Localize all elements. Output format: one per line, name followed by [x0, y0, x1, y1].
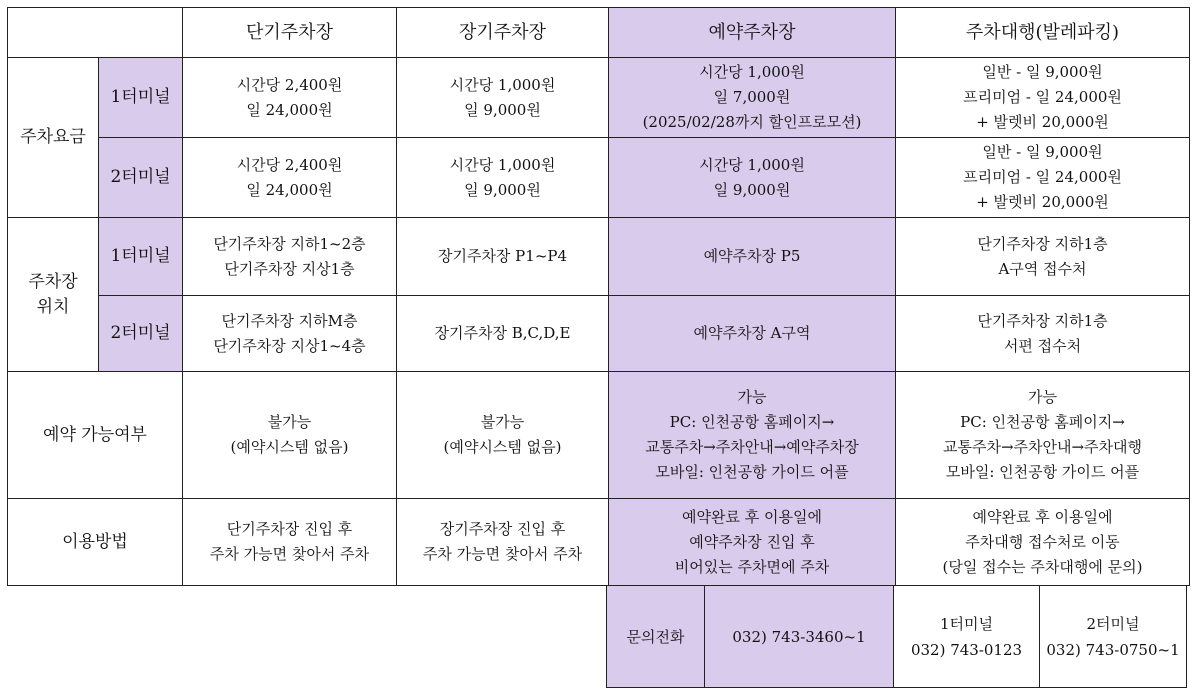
availability-row	[8, 372, 1190, 499]
cell-line: 일반 - 일 9,000원	[982, 143, 1103, 161]
availability-long	[397, 372, 609, 499]
cell-line: 불가능	[480, 413, 525, 431]
availability-short	[183, 372, 397, 499]
fee-t1-valet	[896, 58, 1190, 138]
usage-short	[183, 499, 397, 586]
cell-line: 교통주차→주차안내→주차대행	[942, 438, 1143, 456]
contact-t2-phone: 032) 743-0750~1	[1046, 640, 1180, 659]
cell-line: 예약주차장 진입 후	[689, 532, 815, 551]
fee-t2-reserve	[609, 138, 896, 218]
fee-t2-short	[183, 138, 397, 218]
cell-line: 일 9,000원	[464, 180, 541, 199]
cell-line: 단기주차장 진입 후	[226, 520, 353, 538]
usage-long	[397, 499, 609, 586]
location-t1-long: 장기주차장 P1~P4	[397, 218, 609, 296]
availability-label: 예약 가능여부	[8, 372, 183, 499]
location-t2-reserve: 예약주차장 A구역	[609, 296, 896, 372]
availability-valet	[896, 372, 1190, 499]
cell-line: (당일 접수는 주차대행에 문의)	[942, 557, 1143, 576]
contact-t1-phone: 032) 743-0123	[910, 640, 1023, 659]
cell-line: 가능	[1028, 388, 1057, 406]
location-t2-label: 2터미널	[99, 296, 183, 372]
cell-line: 일 9,000원	[713, 180, 791, 199]
header-row	[8, 8, 1190, 58]
cell-line: + 발렛비 20,000원	[976, 193, 1109, 211]
cell-line: 주차 가능면 찾아서 주차	[209, 545, 370, 563]
cell-line: 예약완료 후 이용일에	[682, 507, 822, 526]
cell-line: PC: 인천공항 홈페이지→	[669, 413, 835, 431]
cell-line: 단기주차장 지상1층	[224, 259, 355, 278]
location-t1-short	[183, 218, 397, 296]
contact-t2	[1040, 586, 1187, 688]
cell-line: 가능	[737, 388, 767, 406]
cell-line: 예약완료 후 이용일에	[972, 507, 1113, 526]
location-label	[8, 218, 99, 372]
cell-line: A구역 접수처	[998, 259, 1087, 278]
cell-line: 위치	[36, 296, 70, 317]
usage-reserve	[609, 499, 896, 586]
contact-table	[606, 585, 1187, 688]
header-valet: 주차대행(발레파킹)	[896, 8, 1190, 58]
usage-valet	[896, 499, 1190, 586]
contact-label: 문의전화	[607, 586, 705, 688]
usage-row	[8, 499, 1190, 586]
header-corner	[8, 8, 183, 58]
contact-row	[607, 586, 1187, 688]
fee-t1-short	[183, 58, 397, 138]
location-t2-short	[183, 296, 397, 372]
cell-line: 모바일: 인천공항 가이드 어플	[945, 463, 1140, 481]
fee-row-t2	[8, 138, 1190, 218]
usage-label: 이용방법	[8, 499, 183, 586]
cell-line: 서편 접수처	[1003, 336, 1082, 355]
cell-line: 일 24,000원	[246, 100, 333, 119]
cell-line: 비어있는 주차면에 주차	[674, 557, 830, 576]
cell-line: 프리미엄 - 일 24,000원	[963, 88, 1122, 106]
fee-t1-long	[397, 58, 609, 138]
location-t1-valet	[896, 218, 1190, 296]
cell-line: 단기주차장 지상1~4층	[213, 336, 366, 355]
cell-line: 시간당 1,000원	[449, 75, 556, 94]
contact-t1-label: 1터미널	[939, 614, 993, 633]
cell-line: 일반 - 일 9,000원	[982, 63, 1103, 81]
cell-line: 주차대행 접수처로 이동	[965, 532, 1120, 551]
fee-t2-long	[397, 138, 609, 218]
location-t2-long: 장기주차장 B,C,D,E	[397, 296, 609, 372]
fee-t1-label: 1터미널	[99, 58, 183, 138]
cell-line: 주차 가능면 찾아서 주차	[422, 545, 583, 563]
cell-line: (예약시스템 없음)	[443, 438, 562, 456]
fee-label: 주차요금	[8, 58, 99, 218]
cell-line: 시간당 2,400원	[236, 155, 343, 174]
cell-line: (2025/02/28까지 할인프로모션)	[642, 113, 862, 131]
cell-line: 시간당 1,000원	[699, 155, 805, 174]
cell-line: 일 9,000원	[464, 100, 541, 119]
cell-line: + 발렛비 20,000원	[976, 113, 1109, 131]
header-long-term: 장기주차장	[397, 8, 609, 58]
cell-line: (예약시스템 없음)	[230, 438, 349, 456]
contact-reserve-phone: 032) 743-3460~1	[705, 586, 894, 688]
cell-line: 장기주차장 진입 후	[439, 520, 566, 538]
cell-line: 주차장	[28, 271, 78, 292]
cell-line: 일 24,000원	[246, 180, 333, 199]
cell-line: 단기주차장 지하M층	[221, 311, 358, 330]
cell-line: 일 7,000원	[713, 88, 791, 106]
availability-reserve	[609, 372, 896, 499]
location-t2-valet	[896, 296, 1190, 372]
cell-line: 단기주차장 지하1층	[977, 311, 1108, 330]
fee-t2-valet	[896, 138, 1190, 218]
cell-line: 프리미엄 - 일 24,000원	[963, 168, 1122, 186]
cell-line: PC: 인천공항 홈페이지→	[960, 413, 1125, 431]
cell-line: 불가능	[267, 413, 312, 431]
contact-t2-label: 2터미널	[1086, 614, 1140, 633]
cell-line: 단기주차장 지하1층	[977, 234, 1108, 253]
location-t1-label: 1터미널	[99, 218, 183, 296]
cell-line: 시간당 1,000원	[699, 63, 805, 81]
fee-t2-label: 2터미널	[99, 138, 183, 218]
cell-line: 단기주차장 지하1~2층	[213, 234, 366, 253]
cell-line: 시간당 1,000원	[449, 155, 556, 174]
location-row-t2	[8, 296, 1190, 372]
parking-table	[7, 7, 1190, 586]
cell-line: 교통주차→주차안내→예약주차장	[645, 438, 859, 456]
location-row-t1	[8, 218, 1190, 296]
location-t1-reserve: 예약주차장 P5	[609, 218, 896, 296]
contact-t1	[894, 586, 1040, 688]
cell-line: 시간당 2,400원	[236, 75, 343, 94]
header-reserved: 예약주차장	[609, 8, 896, 58]
fee-row-t1	[8, 58, 1190, 138]
header-short-term: 단기주차장	[183, 8, 397, 58]
cell-line: 모바일: 인천공항 가이드 어플	[655, 463, 849, 481]
fee-t1-reserve	[609, 58, 896, 138]
